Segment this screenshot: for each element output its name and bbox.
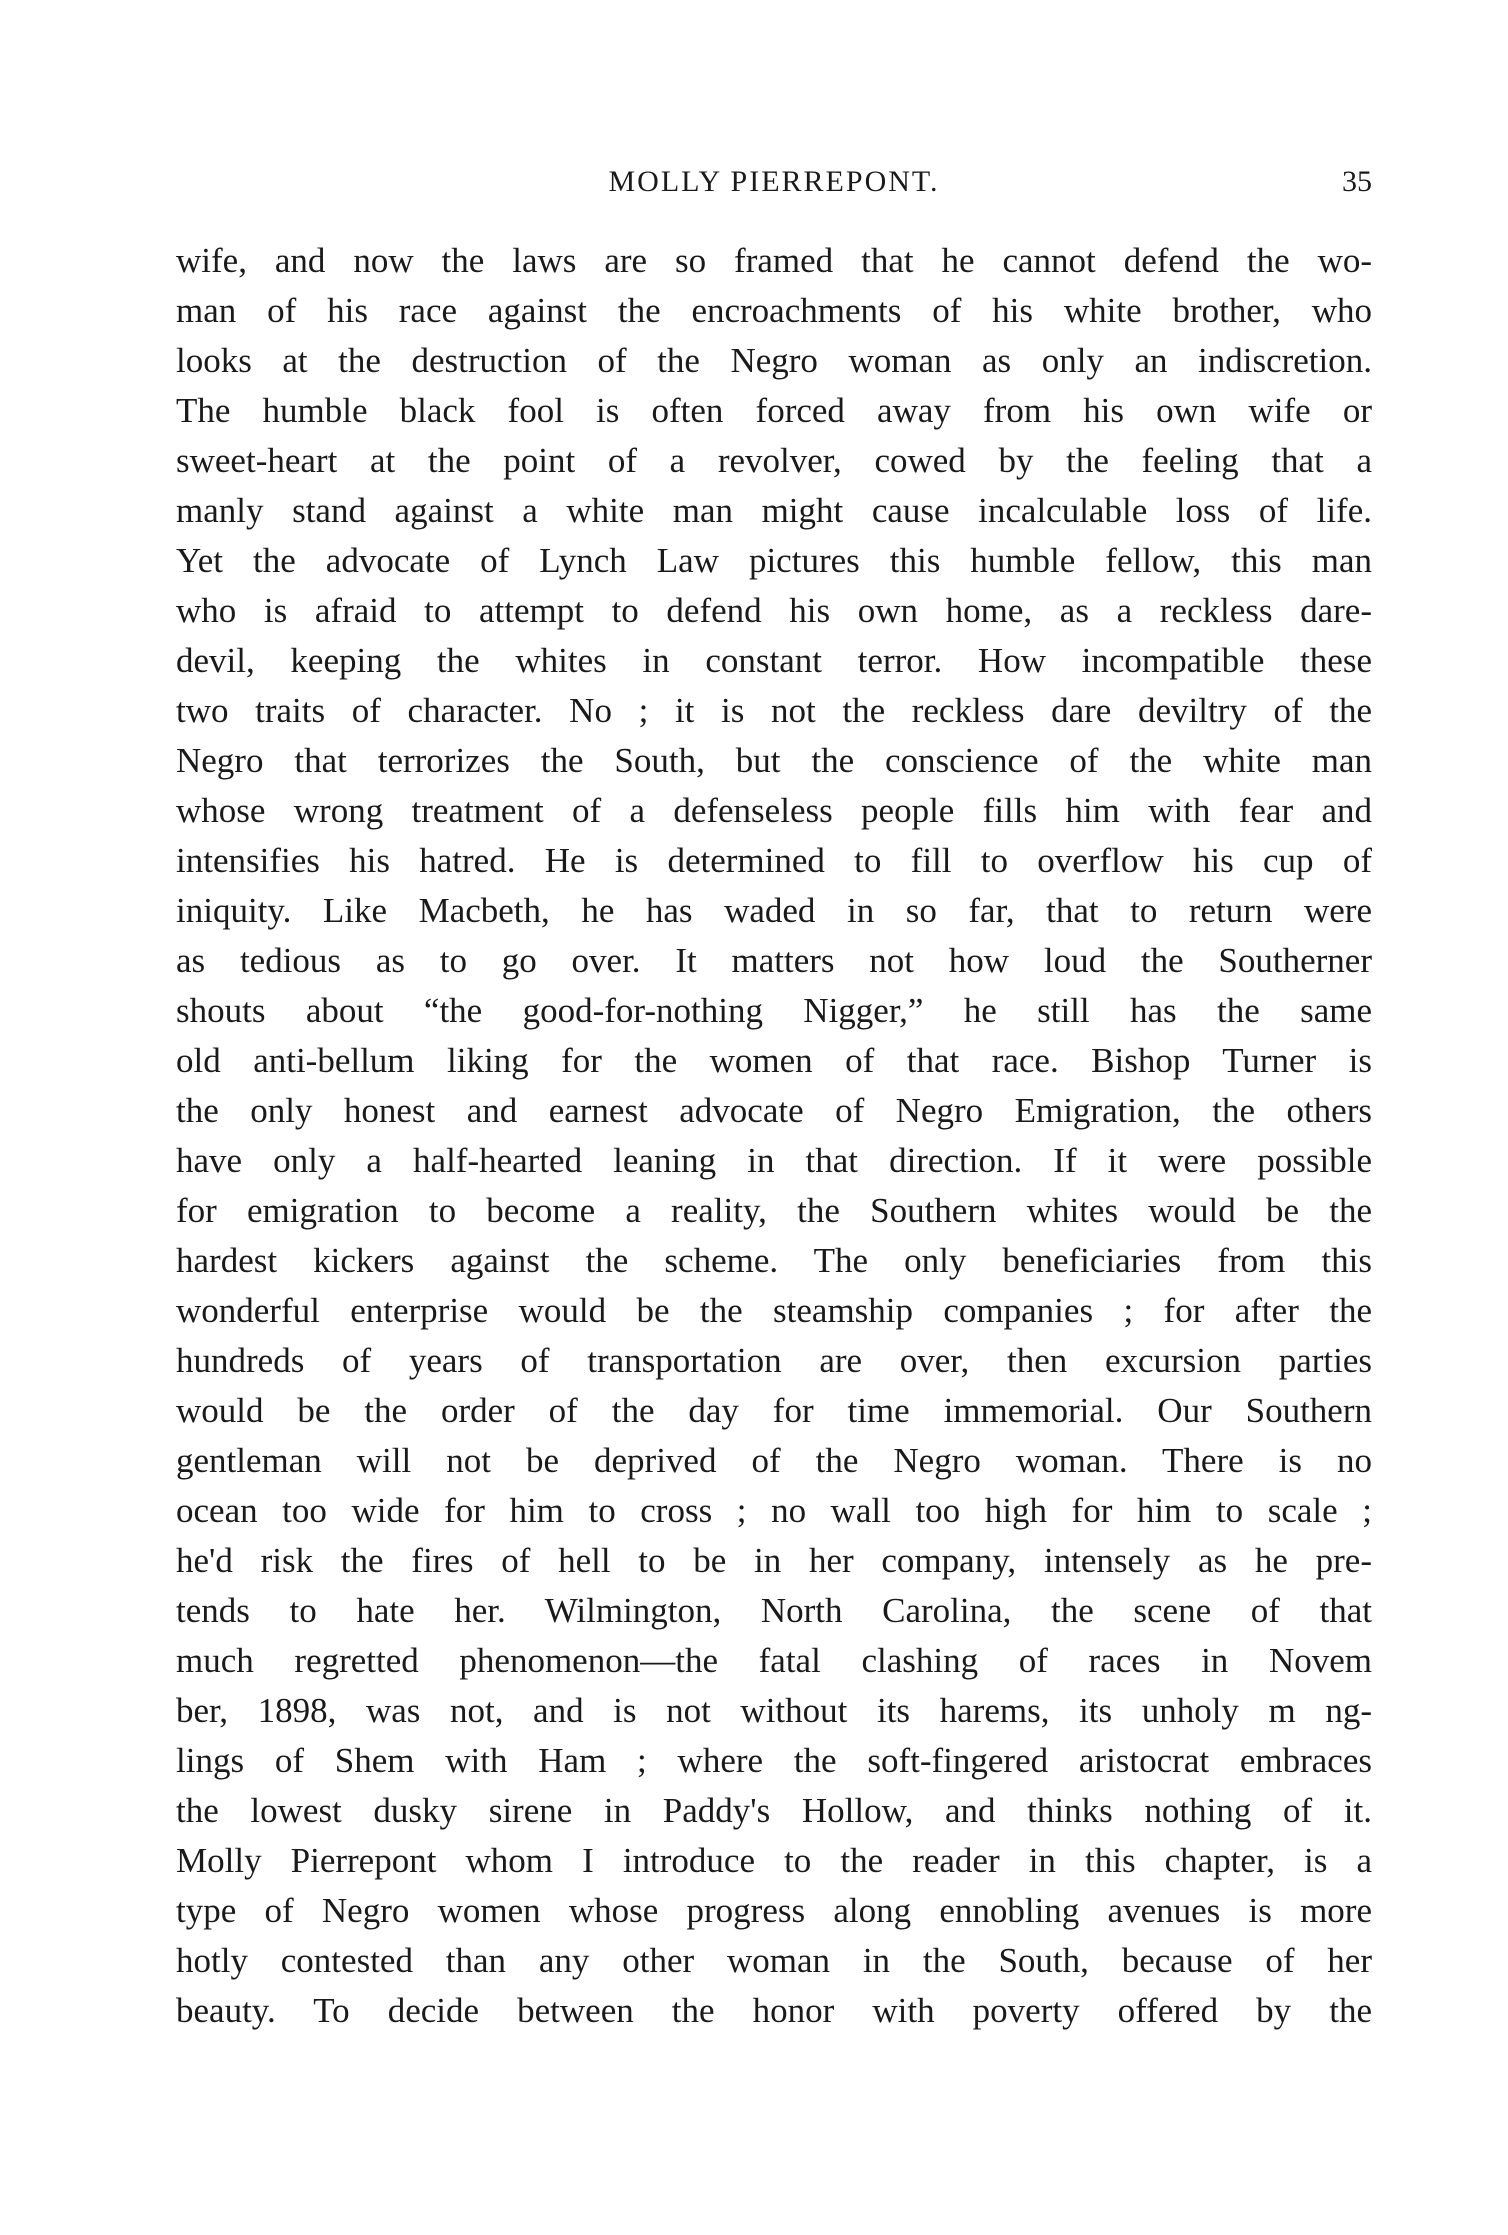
text-line: iniquity. Like Macbeth, he has waded in so far, that to return were [176,891,1372,930]
text-line: the only honest and earnest advocate of Negro Emigration, the others [176,1091,1372,1130]
running-header [176,160,1372,204]
text-line: much regretted phenomenon—the fatal clashing of races in Novem [176,1641,1372,1680]
text-line: type of Negro women whose progress along ennobling avenues is more [176,1891,1372,1930]
text-line: Negro that terrorizes the South, but the conscience of the white man [176,741,1372,780]
page-number: 35 [1342,165,1372,198]
text-line: as tedious as to go over. It matters not how loud the Southerner [176,941,1372,980]
text-line: old anti-bellum liking for the women of that race. Bishop Turner is [176,1041,1372,1080]
text-line: whose wrong treatment of a defenseless people fills him with fear and [176,791,1372,830]
text-line: Molly Pierrepont whom I introduce to the reader in this chapter, is a [176,1841,1372,1880]
text-line: who is afraid to attempt to defend his own home, as a reckless dare- [176,591,1372,630]
text-line: looks at the destruction of the Negro woman as only an indiscretion. [176,341,1372,380]
text-line: beauty. To decide between the honor with poverty offered by the [176,1991,1372,2030]
text-line: devil, keeping the whites in constant terror. How incompatible these [176,641,1372,680]
text-line: gentleman will not be deprived of the Negro woman. There is no [176,1441,1372,1480]
text-line: manly stand against a white man might cause incalculable loss of life. [176,491,1372,530]
text-line: shouts about “the good-for-nothing Nigger,” he still has the same [176,991,1372,1030]
text-line: the lowest dusky sirene in Paddy's Hollow, and thinks nothing of it. [176,1791,1372,1830]
text-line: wonderful enterprise would be the steamship companies ; for after the [176,1291,1372,1330]
body-text [176,236,1372,2036]
text-line: man of his race against the encroachments of his white brother, who [176,291,1372,330]
text-line: sweet-heart at the point of a revolver, cowed by the feeling that a [176,441,1372,480]
text-line: lings of Shem with Ham ; where the soft-fingered aristocrat embraces [176,1741,1372,1780]
text-line: wife, and now the laws are so framed that he cannot defend the wo- [176,241,1372,280]
text-line: he'd risk the fires of hell to be in her company, intensely as he pre- [176,1541,1372,1580]
text-line: The humble black fool is often forced away from his own wife or [176,391,1372,430]
text-line: have only a half-hearted leaning in that direction. If it were possible [176,1141,1372,1180]
text-line: two traits of character. No ; it is not the reckless dare deviltry of the [176,691,1372,730]
text-line: hardest kickers against the scheme. The only beneficiaries from this [176,1241,1372,1280]
text-line: ber, 1898, was not, and is not without its harems, its unholy m ng- [176,1691,1372,1730]
running-title: MOLLY PIERREPONT. [608,165,940,198]
text-line: intensifies his hatred. He is determined to fill to overflow his cup of [176,841,1372,880]
text-line: tends to hate her. Wilmington, North Carolina, the scene of that [176,1591,1372,1630]
text-line: hundreds of years of transportation are over, then excursion parties [176,1341,1372,1380]
text-line: would be the order of the day for time immemorial. Our Southern [176,1391,1372,1430]
text-line: ocean too wide for him to cross ; no wall too high for him to scale ; [176,1491,1372,1530]
text-line: for emigration to become a reality, the Southern whites would be the [176,1191,1372,1230]
text-line: Yet the advocate of Lynch Law pictures this humble fellow, this man [176,541,1372,580]
text-line: hotly contested than any other woman in the South, because of her [176,1941,1372,1980]
